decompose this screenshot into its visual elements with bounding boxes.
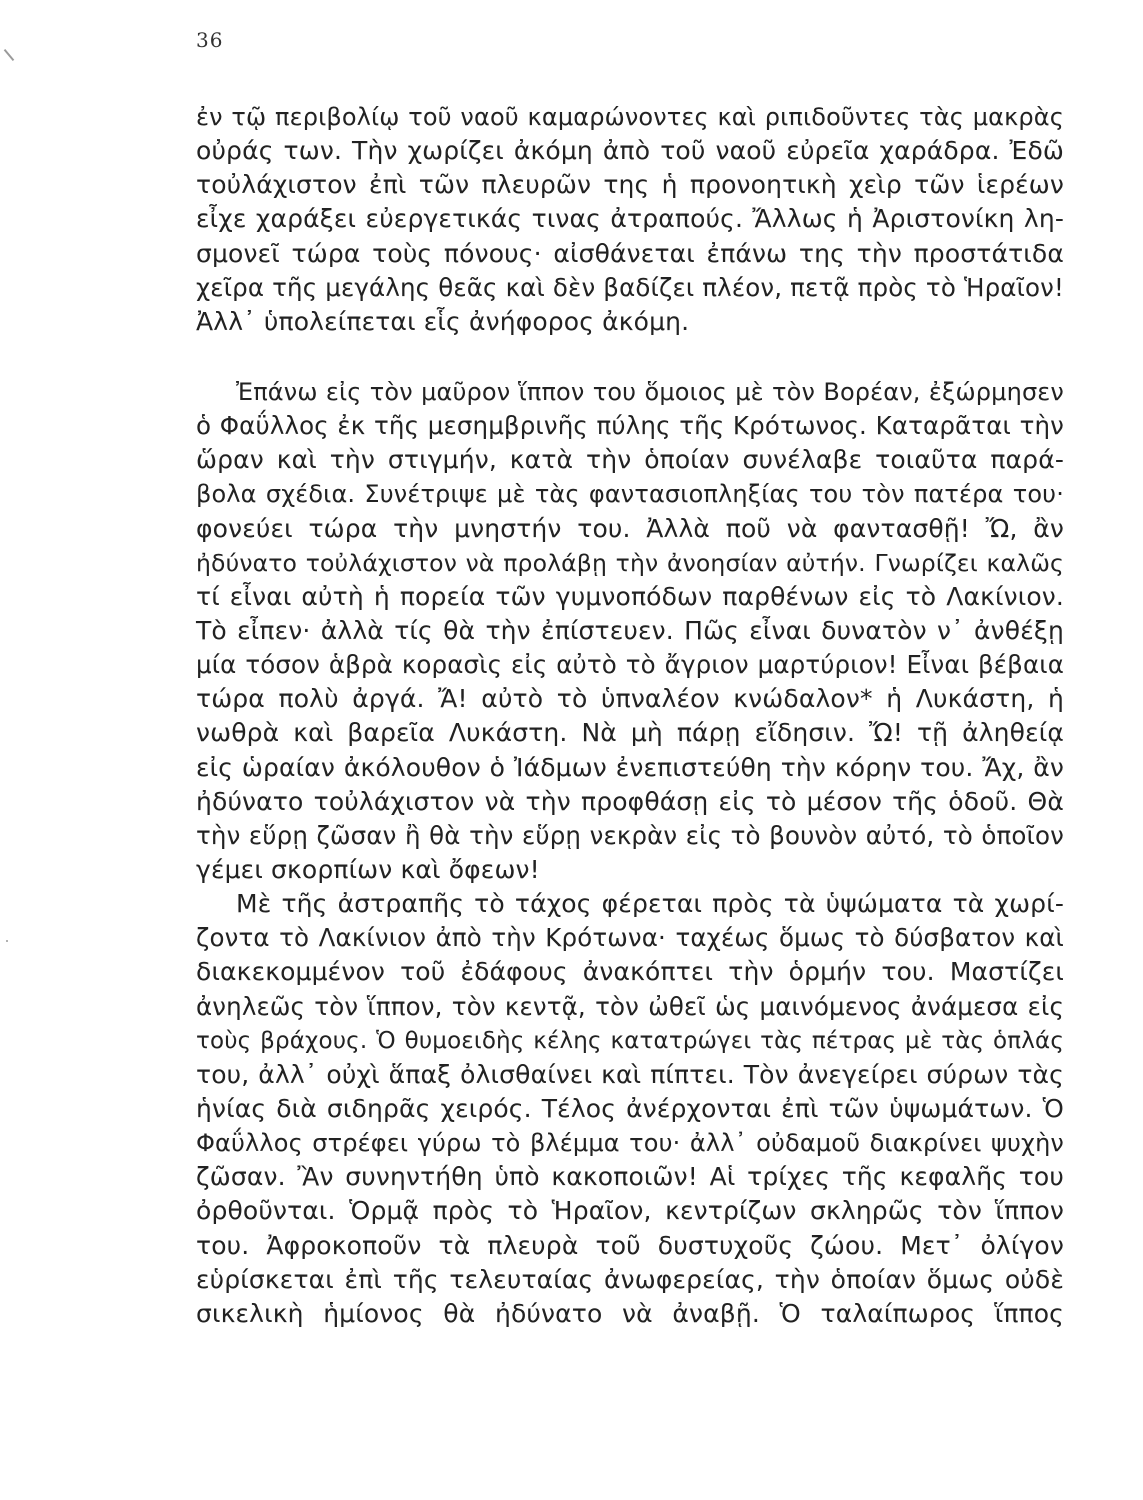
text-line: χεῖρα τῆς μεγάλης θεᾶς καὶ δὲν βαδίζει πλέον, πετᾷ πρὸς τὸ Ἡραῖον! — [196, 272, 1064, 302]
text-line: ἡνίας διὰ σιδηρᾶς χειρός. Τέλος ἀνέρχονται ἐπὶ τῶν ὑψωμάτων. Ὁ — [196, 1093, 1064, 1123]
text-line: Ἀλλ᾽ ὑπολείπεται εἷς ἀνήφορος ἀκόμη. — [196, 306, 690, 336]
text-line: εἰς ὡραίαν ἀκόλουθον ὁ Ἰάδμων ἐνεπιστεύθη τὴν κόρην του. Ἄχ, ἂν — [196, 752, 1064, 782]
text-line: Τὸ εἶπεν· ἀλλὰ τίς θὰ τὴν ἐπίστευεν. Πῶς εἶναι δυνατὸν ν᾽ ἀνθέξῃ — [196, 615, 1064, 645]
text-line: μία τόσον ἁβρὰ κορασὶς εἰς αὐτὸ τὸ ἄγριον μαρτύριον! Εἶναι βέβαια — [196, 650, 1064, 680]
text-line: διακεκομμένον τοῦ ἐδάφους ἀνακόπτει τὴν ὁρμήν του. Μαστίζει — [196, 957, 1064, 987]
text-line: Ἐπάνω εἰς τὸν μαῦρον ἵππον του ὅμοιος μὲ τὸν Βορέαν, ἐξώρμησεν — [236, 377, 1064, 406]
text-line: ἠδύνατο τοὐλάχιστον νὰ προλάβῃ τὴν ἀνοησίαν αὐτήν. Γνωρίζει καλῶς — [196, 548, 1064, 577]
text-line: Φαΰλλος στρέφει γύρω τὸ βλέμμα του· ἀλλ᾽ οὐδαμοῦ διακρίνει ψυχὴν — [196, 1129, 1064, 1158]
paragraph — [196, 375, 1064, 887]
text-line: ὥραν καὶ τὴν στιγμήν, κατὰ τὴν ὁποίαν συνέλαβε τοιαῦτα παρά- — [196, 445, 1064, 475]
text-line: γέμει σκορπίων καὶ ὄφεων! — [196, 854, 540, 884]
text-line: τοὐλάχιστον ἐπὶ τῶν πλευρῶν της ἡ προνοητικὴ χεὶρ τῶν ἱερέων — [196, 170, 1064, 200]
paragraph-gap — [196, 339, 1064, 375]
text-line: νωθρὰ καὶ βαρεῖα Λυκάστη. Νὰ μὴ πάρῃ εἴδησιν. Ὤ! τῇ ἀληθείᾳ — [196, 718, 1064, 748]
text-line: τώρα πολὺ ἀργά. Ἄ! αὐτὸ τὸ ὑπναλέον κνώδαλον* ἡ Λυκάστη, ἡ — [196, 684, 1064, 714]
body-text — [196, 100, 1064, 1331]
page-number: 36 — [196, 28, 224, 52]
text-line: τί εἶναι αὐτὴ ἡ πορεία τῶν γυμνοπόδων παρθένων εἰς τὸ Λακίνιον. — [196, 581, 1064, 611]
text-line: ὀρθοῦνται. Ὁρμᾷ πρὸς τὸ Ἡραῖον, κεντρίζων σκληρῶς τὸν ἵππον — [196, 1196, 1064, 1226]
paragraph — [196, 100, 1064, 339]
text-line: τὴν εὕρῃ ζῶσαν ἢ θὰ τὴν εὕρῃ νεκρὰν εἰς τὸ βουνὸν αὐτό, τὸ ὁποῖον — [196, 820, 1064, 850]
text-line: του, ἀλλ᾽ οὐχὶ ἅπαξ ὀλισθαίνει καὶ πίπτει. Τὸν ἀνεγείρει σύρων τὰς — [196, 1059, 1064, 1089]
text-line: εἶχε χαράξει εὐεργετικάς τινας ἀτραπούς. Ἄλλως ἡ Ἀριστονίκη λη- — [196, 204, 1064, 234]
paragraph — [196, 887, 1064, 1331]
text-line: ζῶσαν. Ἂν συνηντήθη ὑπὸ κακοποιῶν! Αἱ τρίχες τῆς κεφαλῆς του — [196, 1162, 1064, 1192]
text-line: εὑρίσκεται ἐπὶ τῆς τελευταίας ἀνωφερείας, τὴν ὁποίαν ὅμως οὐδὲ — [196, 1264, 1064, 1294]
text-line: τοὺς βράχους. Ὁ θυμοειδὴς κέλης κατατρώγει τὰς πέτρας μὲ τὰς ὁπλάς — [196, 1027, 1064, 1054]
scan-mark — [6, 940, 8, 942]
text-line: ζοντα τὸ Λακίνιον ἀπὸ τὴν Κρότωνα· ταχέως ὅμως τὸ δύσβατον καὶ — [196, 923, 1064, 953]
text-line: του. Ἀφροκοποῦν τὰ πλευρὰ τοῦ δυστυχοῦς ζώου. Μετ᾽ ὀλίγον — [196, 1230, 1064, 1260]
text-line: ἐν τῷ περιβολίῳ τοῦ ναοῦ καμαρώνοντες καὶ ριπιδοῦντες τὰς μακρὰς — [196, 103, 1064, 131]
text-line: βολα σχέδια. Συνέτριψε μὲ τὰς φαντασιοπληξίας του τὸν πατέρα του· — [196, 480, 1064, 509]
text-line: σικελικὴ ἡμίονος θὰ ἠδύνατο νὰ ἀναβῇ. Ὁ ταλαίπωρος ἵππος — [196, 1298, 1064, 1328]
text-line: φονεύει τώρα τὴν μνηστήν του. Ἀλλὰ ποῦ νὰ φαντασθῇ! Ὤ, ἂν — [196, 513, 1064, 543]
text-line: ἀνηλεῶς τὸν ἵππον, τὸν κεντᾷ, τὸν ὠθεῖ ὡς μαινόμενος ἀνάμεσα εἰς — [196, 991, 1064, 1021]
scan-mark — [4, 49, 15, 61]
text-line: ἠδύνατο τοὐλάχιστον νὰ τὴν προφθάσῃ εἰς τὸ μέσον τῆς ὁδοῦ. Θὰ — [196, 786, 1064, 816]
text-line: σμονεῖ τώρα τοὺς πόνους· αἰσθάνεται ἐπάνω της τὴν προστάτιδα — [196, 238, 1064, 268]
text-line: ὁ Φαΰλλος ἐκ τῆς μεσημβρινῆς πύλης τῆς Κρότωνος. Καταρᾶται τὴν — [196, 411, 1064, 441]
text-line: οὐράς των. Τὴν χωρίζει ἀκόμη ἀπὸ τοῦ ναοῦ εὐρεῖα χαράδρα. Ἐδῶ — [196, 136, 1064, 166]
text-line: Μὲ τῆς ἀστραπῆς τὸ τάχος φέρεται πρὸς τὰ ὑψώματα τὰ χωρί- — [236, 889, 1064, 919]
